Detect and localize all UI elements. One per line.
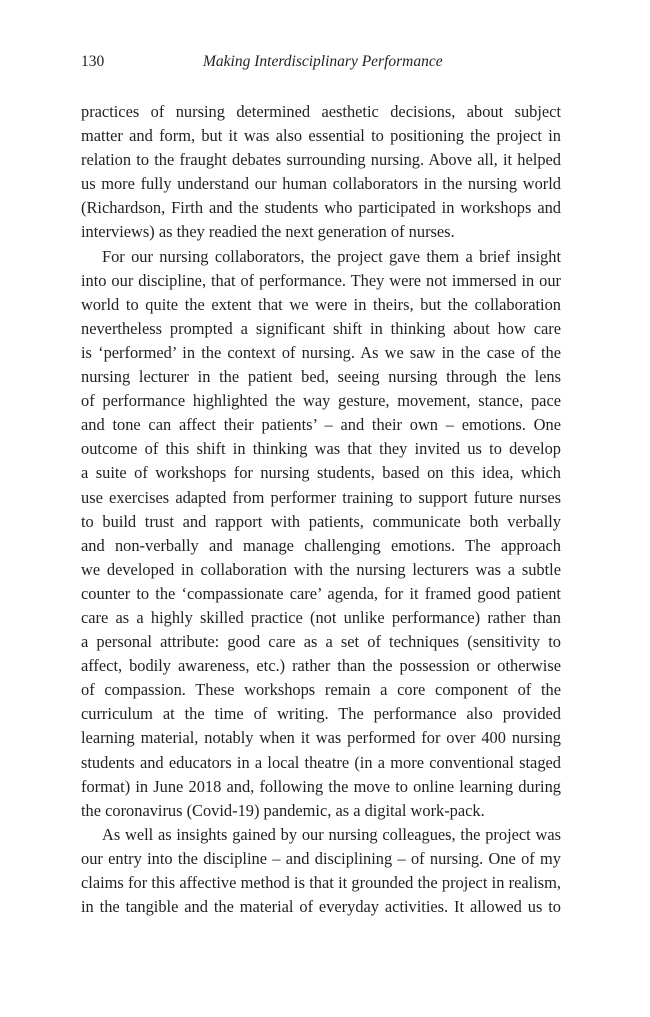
text-line: practices of nursing determined aesthetic decisions, about subject [81,102,561,121]
text-line: into our discipline, that of performance. They were not immersed in our [81,270,561,290]
text-line: care as a highly skilled practice (not unlike performance) rather than [81,607,561,627]
text-line: learning material, notably when it was performed for over 400 nursing [81,728,561,748]
text-line: outcome of this shift in thinking was that they invited us to develop [81,439,561,459]
body-text [81,100,561,919]
text-line: counter to the ‘compassionate care’ agenda, for it framed good patient [81,583,561,603]
text-line: world to quite the extent that we were in theirs, but the collaboration [81,294,561,314]
book-page [81,0,561,1017]
text-line: is ‘performed’ in the context of nursing. As we saw in the case of the [81,342,561,362]
text-line: students and educators in a local theatre (in a more conventional staged [81,752,561,772]
text-line: a personal attribute: good care as a set of techniques (sensitivity to [81,632,561,652]
text-line: of compassion. These workshops remain a core component of the [81,680,561,700]
text-line: in the tangible and the material of everyday activities. It allowed us to [81,897,561,917]
running-title: Making Interdisciplinary Performance [203,53,443,70]
text-line: a suite of workshops for nursing students, based on this idea, which [81,463,561,483]
text-line: For our nursing collaborators, the project gave them a brief insight [102,246,561,266]
text-line: format) in June 2018 and, following the move to online learning during [81,776,561,796]
text-line: As well as insights gained by our nursing colleagues, the project was [102,824,561,844]
text-line: nevertheless prompted a significant shift in thinking about how care [81,318,561,338]
text-line: us more fully understand our human collaborators in the nursing world [81,174,561,194]
text-line: and non-verbally and manage challenging emotions. The approach [81,535,561,555]
text-line: claims for this affective method is that it grounded the project in realism, [81,873,561,892]
text-line: (Richardson, Firth and the students who participated in workshops and [81,198,561,218]
text-line: the coronavirus (Covid-19) pandemic, as a digital work-pack. [81,800,485,820]
text-line: interviews) as they readied the next generation of nurses. [81,222,455,242]
text-line: to build trust and rapport with patients, communicate both verbally [81,511,561,531]
running-head [81,51,561,73]
text-line: curriculum at the time of writing. The performance also provided [81,704,561,724]
text-line: affect, bodily awareness, etc.) rather than the possession or otherwise [81,656,561,676]
text-line: our entry into the discipline – and disciplining – of nursing. One of my [81,848,561,868]
text-line: we developed in collaboration with the nursing lecturers was a subtle [81,559,561,579]
text-line: nursing lecturer in the patient bed, seeing nursing through the lens [81,367,561,387]
text-line: matter and form, but it was also essential to positioning the project in [81,126,561,146]
text-line: relation to the fraught debates surrounding nursing. Above all, it helped [81,150,561,170]
text-line: use exercises adapted from performer training to support future nurses [81,487,561,507]
page-number: 130 [81,53,105,70]
text-line: of performance highlighted the way gesture, movement, stance, pace [81,391,561,411]
text-line: and tone can affect their patients’ – and their own – emotions. One [81,415,561,435]
